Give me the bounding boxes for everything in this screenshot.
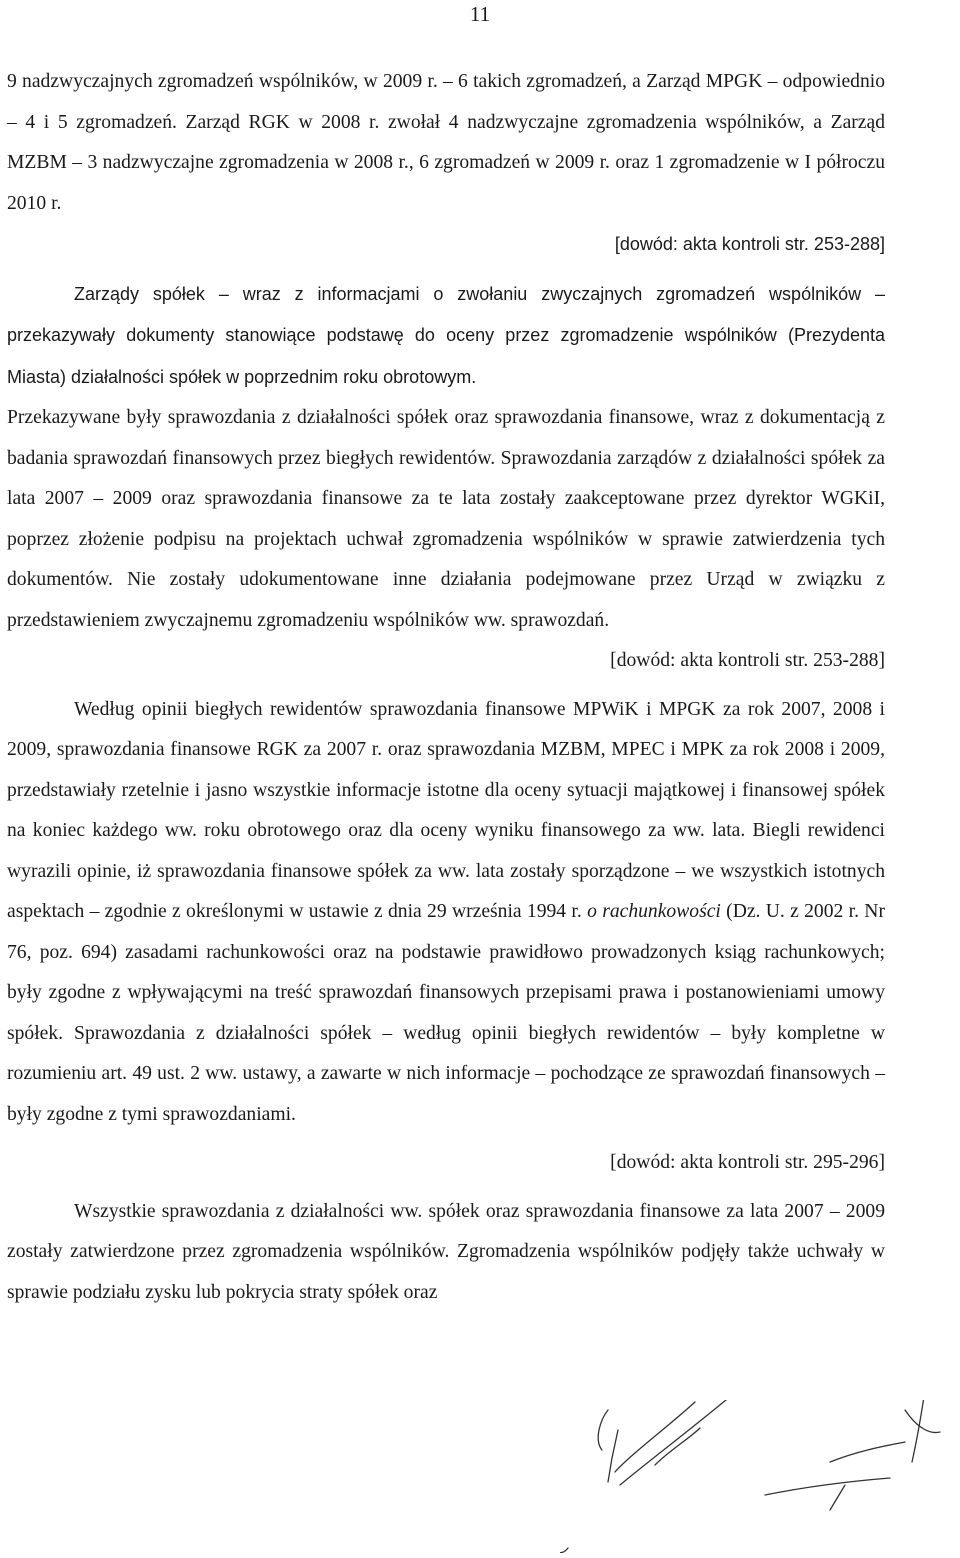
paragraph-approval: Wszystkie sprawozdania z działalności ww. spółek oraz sprawozdania finansowe za lata 2007 – 2009 zostały zatwierdzone przez zgromadzenia wspólników. Zgromadzenia wspólników podjęły także uchwały w sprawie podziału zysku lub pokrycia straty spółek oraz xyxy=(7,1200,885,1303)
auditor-opinion-text-2: (Dz. U. z 2002 r. Nr 76, poz. 694) zasadami rachunkowości oraz na podstawie prawidłowo prowadzonych ksiąg rachunkowych; były zgodne z wpływającymi na treść sprawozdań finansowych przepisami prawa i postanowieniami umowy spółek. Sprawozdania z działalności spółek – według opinii biegłych rewidentów – były kompletne w rozumieniu art. 49 ust. 2 ww. ustawy, a zawarte w nich informacje – pochodzące ze sprawozdań finansowych – były zgodne z tymi sprawozdaniami. xyxy=(7,901,885,1125)
document-body xyxy=(7,62,885,1313)
page-number: 11 xyxy=(469,2,491,26)
paragraph-auditor-opinion xyxy=(7,690,885,1136)
auditor-opinion-text-1: Według opinii biegłych rewidentów sprawozdania finansowe MPWiK i MPGK za rok 2007, 2008 i 2009, sprawozdania finansowe RGK za 2007 r. oraz sprawozdania MZBM, MPEC i MPK za rok 2008 i 2009, przedstawiały rzetelnie i jasno wszystkie informacje istotne dla oceny sytuacji majątkowej i finansowej spółek na koniec każdego ww. roku obrotowego oraz dla oceny wyniku finansowego za ww. lata. Biegli rewidenci wyrazili opinie, iż sprawozdania finansowe spółek za ww. lata zostały sporządzone – we wszystkich istotnych aspektach – zgodnie z określonymi w ustawie z dnia 29 września 1994 r. xyxy=(7,698,885,922)
act-title-italic: o rachunkowości xyxy=(587,901,721,922)
paragraph-documents-text: Zarządy spółek – wraz z informacjami o zwołaniu zwyczajnych zgromadzeń wspólników – przekazywały dokumenty stanowiące podstawę do oceny przez zgromadzenie wspólników (Prezydenta Miasta) działalności spółek w poprzednim roku obrotowym. xyxy=(7,283,885,387)
paragraph-meetings: 9 nadzwyczajnych zgromadzeń wspólników, w 2009 r. – 6 takich zgromadzeń, a Zarząd MPGK – odpowiednio – 4 i 5 zgromadzeń. Zarząd RGK w 2008 r. zwołał 4 nadzwyczajne zgromadzenia wspólników, a Zarząd MZBM – 3 nadzwyczajne zgromadzenia w 2008 r., 6 zgromadzeń w 2009 r. oraz 1 zgromadzenie w I półroczu 2010 r. xyxy=(7,71,885,214)
paragraph-documents-sans xyxy=(7,274,885,399)
evidence-reference-text: [dowód: akta kontroli str. 253-288] xyxy=(614,234,885,254)
evidence-reference: [dowód: akta kontroli str. 295-296] xyxy=(610,1152,885,1173)
paragraph-reports: Przekazywane były sprawozdania z działalności spółek oraz sprawozdania finansowe, wraz z dokumentacją z badania sprawozdań finansowych przez biegłych rewidentów. Sprawozdania zarządów z działalności spółek za lata 2007 – 2009 oraz sprawozdania finansowe za te lata zostały zaakceptowane przez dyrektor WGKiI, poprzez złożenie podpisu na projektach uchwał zgromadzenia wspólników w sprawie zatwierdzenia tych dokumentów. Nie zostały udokumentowane inne działania podejmowane przez Urząd w związku z przedstawieniem zwyczajnemu zgromadzeniu wspólników ww. sprawozdań. xyxy=(7,407,885,631)
handwritten-signature-icon xyxy=(560,1400,960,1553)
evidence-reference xyxy=(7,224,885,266)
evidence-reference: [dowód: akta kontroli str. 253-288] xyxy=(610,650,885,671)
